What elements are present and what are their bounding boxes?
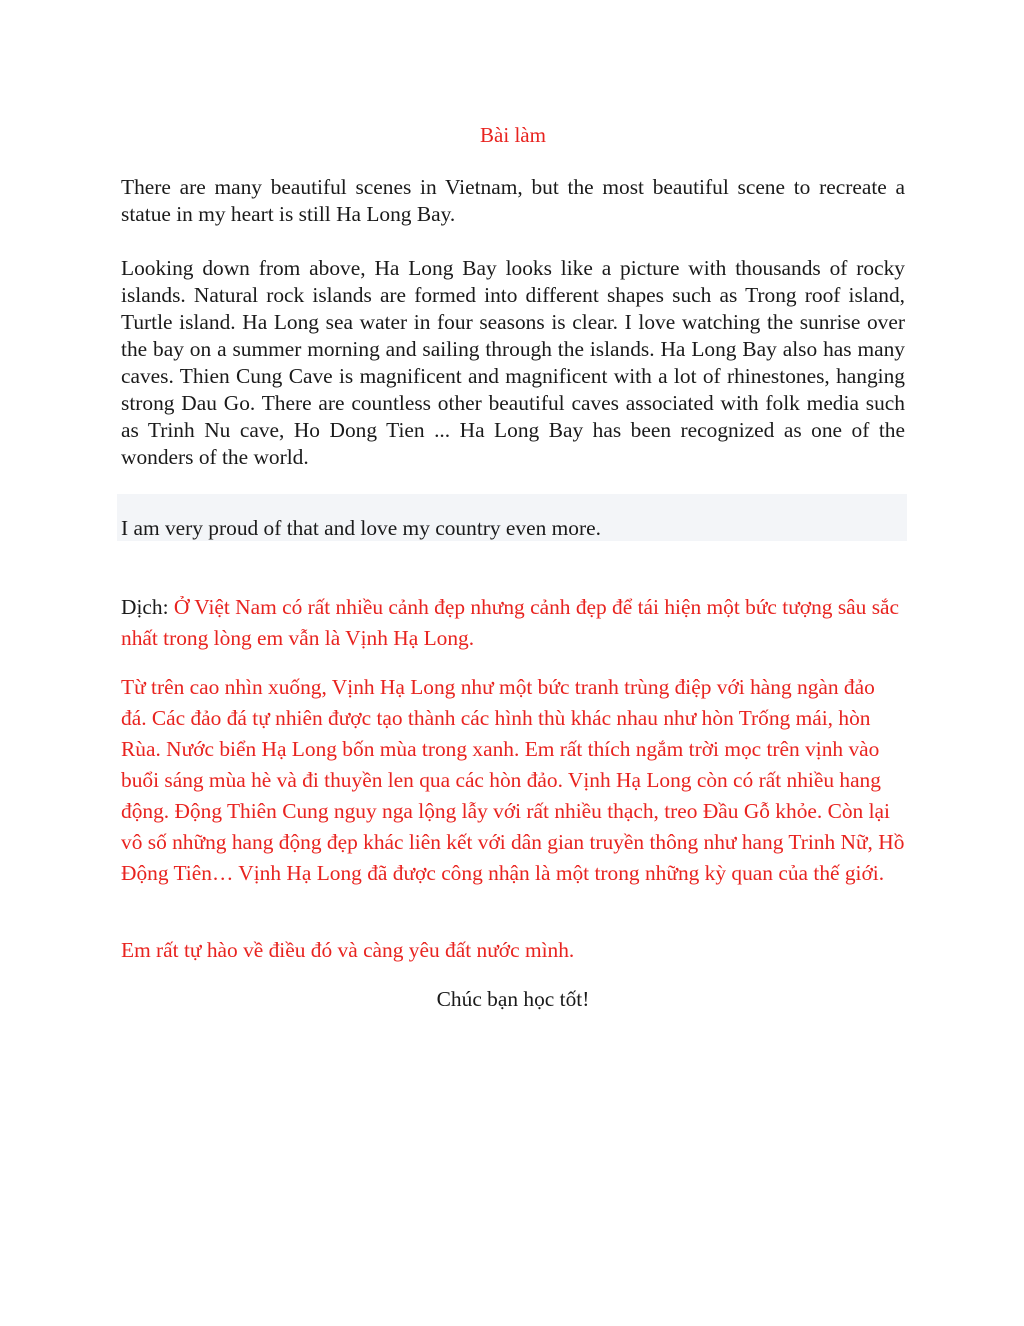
translation-paragraph-1	[121, 592, 905, 654]
english-paragraph-3: I am very proud of that and love my country even more.	[121, 516, 601, 540]
english-paragraph-1: There are many beautiful scenes in Vietnam, but the most beautiful scene to recreate a statue in my heart is still Ha Long Bay.	[121, 175, 905, 226]
translation-text-1: Ở Việt Nam có rất nhiều cảnh đẹp nhưng cảnh đẹp để tái hiện một bức tượng sâu sắc nhất trong lòng em vẫn là Vịnh Hạ Long.	[121, 595, 900, 650]
translation-paragraph-3: Em rất tự hào về điều đó và càng yêu đất nước mình.	[121, 938, 575, 962]
english-paragraph-2: Looking down from above, Ha Long Bay looks like a picture with thousands of rocky islands. Natural rock islands are formed into different shapes such as Trong roof island, Turtle island. Ha Long sea water in four seasons is clear. I love watching the sunrise over the bay on a summer morning and sailing through the islands. Ha Long Bay also has many caves. Thien Cung Cave is magnificent and magnificent with a lot of rhinestones, hanging strong Dau Go. There are countless other beautiful caves associated with folk media such as Trinh Nu cave, Ho Dong Tien ... Ha Long Bay has been recognized as one of the wonders of the world.	[121, 256, 905, 469]
page-title: Bài làm	[480, 123, 546, 147]
translation-paragraph-2: Từ trên cao nhìn xuống, Vịnh Hạ Long như một bức tranh trùng điệp với hàng ngàn đảo đá. Các đảo đá tự nhiên được tạo thành các hình thù khác nhau như hòn Trống mái, hòn Rùa. Nước biển Hạ Long bốn mùa trong xanh. Em rất thích ngắm trời mọc trên vịnh vào buổi sáng mùa hè và đi thuyền len qua các hòn đảo. Vịnh Hạ Long còn có rất nhiều hang động. Động Thiên Cung nguy nga lộng lẫy với rất nhiều thạch, treo Đầu Gỗ khỏe. Còn lại vô số những hang động đẹp khác liên kết với dân gian truyền thông như hang Trinh Nữ, Hồ Động Tiên… Vịnh Hạ Long đã được công nhận là một trong những kỳ quan của thế giới.	[121, 675, 905, 885]
closing-line: Chúc bạn học tốt!	[436, 987, 590, 1011]
translation-label: Dịch:	[121, 595, 174, 619]
